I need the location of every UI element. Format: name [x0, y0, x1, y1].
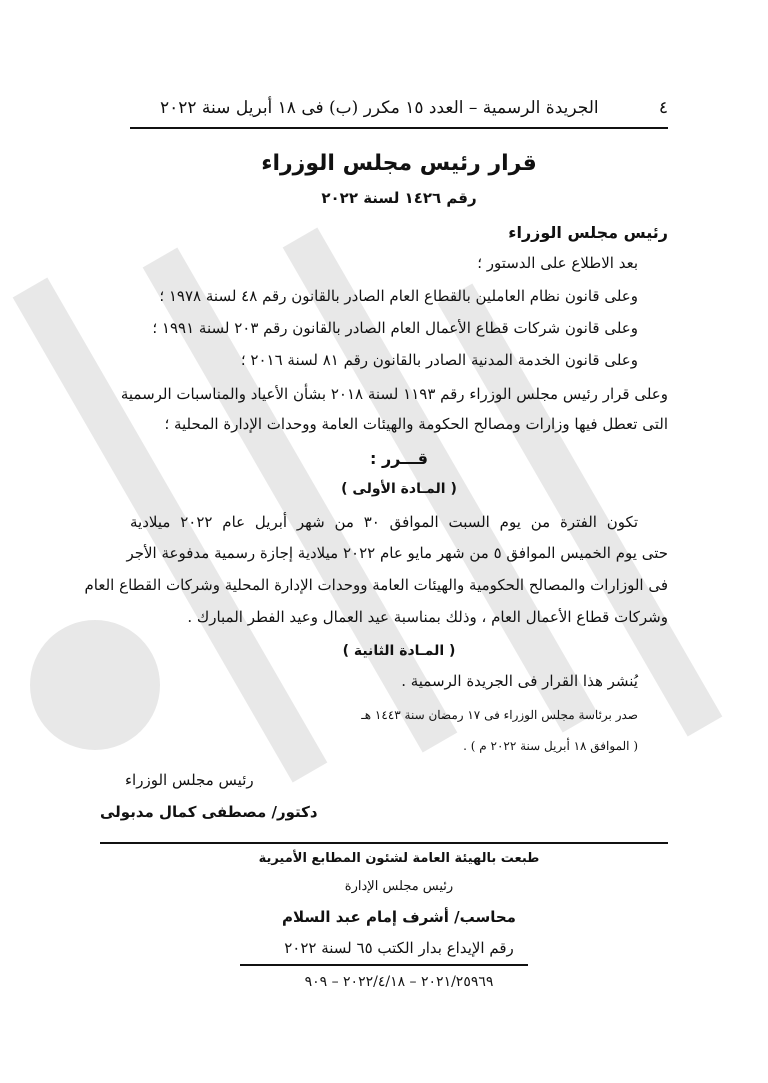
issued-gregorian: ( الموافق ١٨ أبريل سنة ٢٠٢٢ م ) .: [463, 739, 638, 753]
preamble-line: التى تعطل فيها وزارات ومصالح الحكومة والهيئات العامة ووحدات الإدارة المحلية ؛: [164, 415, 668, 433]
article2-text: يُنشر هذا القرار فى الجريدة الرسمية .: [401, 672, 638, 690]
issued-date: صدر برئاسة مجلس الوزراء فى ١٧ رمضان سنة ١٤٤٣ هـ: [361, 708, 638, 722]
gazette-title: الجريدة الرسمية – العدد ١٥ مكرر (ب) فى ١٨ أبريل سنة ٢٠٢٢: [160, 98, 599, 118]
board-title: رئيس مجلس الإدارة: [344, 879, 454, 894]
printer-name: طبعت بالهيئة العامة لشئون المطابع الأميرية: [258, 851, 540, 866]
print-code: ٢٠٢١/٢٥٩٦٩ – ٢٠٢٢/٤/١٨ – ٩٠٩: [304, 974, 494, 990]
article1-line: فى الوزارات والمصالح الحكومية والهيئات العامة ووحدات الإدارة المحلية وشركات القطاع العام: [84, 576, 668, 594]
page-number: ٤: [658, 98, 668, 118]
article2-title: ( المـادة الثانية ): [342, 643, 456, 659]
preamble-line: وعلى قانون الخدمة المدنية الصادر بالقانون رقم ٨١ لسنة ٢٠١٦ ؛: [240, 351, 638, 369]
decided-heading: قـــرر :: [369, 449, 428, 468]
signatory-title: رئيس مجلس الوزراء: [125, 771, 254, 789]
article1-line: وشركات قطاع الأعمال العام ، وذلك بمناسبة عيد العمال وعيد الفطر المبارك .: [187, 608, 668, 626]
article1-line: حتى يوم الخميس الموافق ٥ من شهر مايو عام ٢٠٢٢ ميلادية إجازة رسمية مدفوعة الأجر: [126, 544, 668, 562]
preamble-line: بعد الاطلاع على الدستور ؛: [477, 254, 638, 272]
decree-title: قرار رئيس مجلس الوزراء: [261, 151, 537, 176]
header-divider: [130, 127, 668, 129]
deposit-number: رقم الإيداع بدار الكتب ٦٥ لسنة ٢٠٢٢: [284, 939, 514, 957]
deposit-divider: [240, 964, 528, 966]
decree-number: رقم ١٤٢٦ لسنة ٢٠٢٢: [321, 189, 477, 207]
page-header: [160, 98, 668, 118]
article1-title: ( المـادة الأولى ): [341, 481, 457, 497]
article1-line: تكون الفترة من يوم السبت الموافق ٣٠ من شهر أبريل عام ٢٠٢٢ ميلادية: [130, 513, 638, 531]
preamble-line: وعلى قانون نظام العاملين بالقطاع العام الصادر بالقانون رقم ٤٨ لسنة ١٩٧٨ ؛: [159, 287, 638, 305]
footer-divider: [100, 842, 668, 844]
issuer: رئيس مجلس الوزراء: [508, 223, 668, 242]
preamble-line: وعلى قانون شركات قطاع الأعمال العام الصادر بالقانون رقم ٢٠٣ لسنة ١٩٩١ ؛: [152, 319, 638, 337]
preamble-line: وعلى قرار رئيس مجلس الوزراء رقم ١١٩٣ لسنة ٢٠١٨ بشأن الأعياد والمناسبات الرسمية: [120, 385, 668, 403]
signatory-name: دكتور/ مصطفى كمال مدبولى: [100, 803, 318, 821]
board-chair: محاسب/ أشرف إمام عبد السلام: [282, 908, 516, 926]
